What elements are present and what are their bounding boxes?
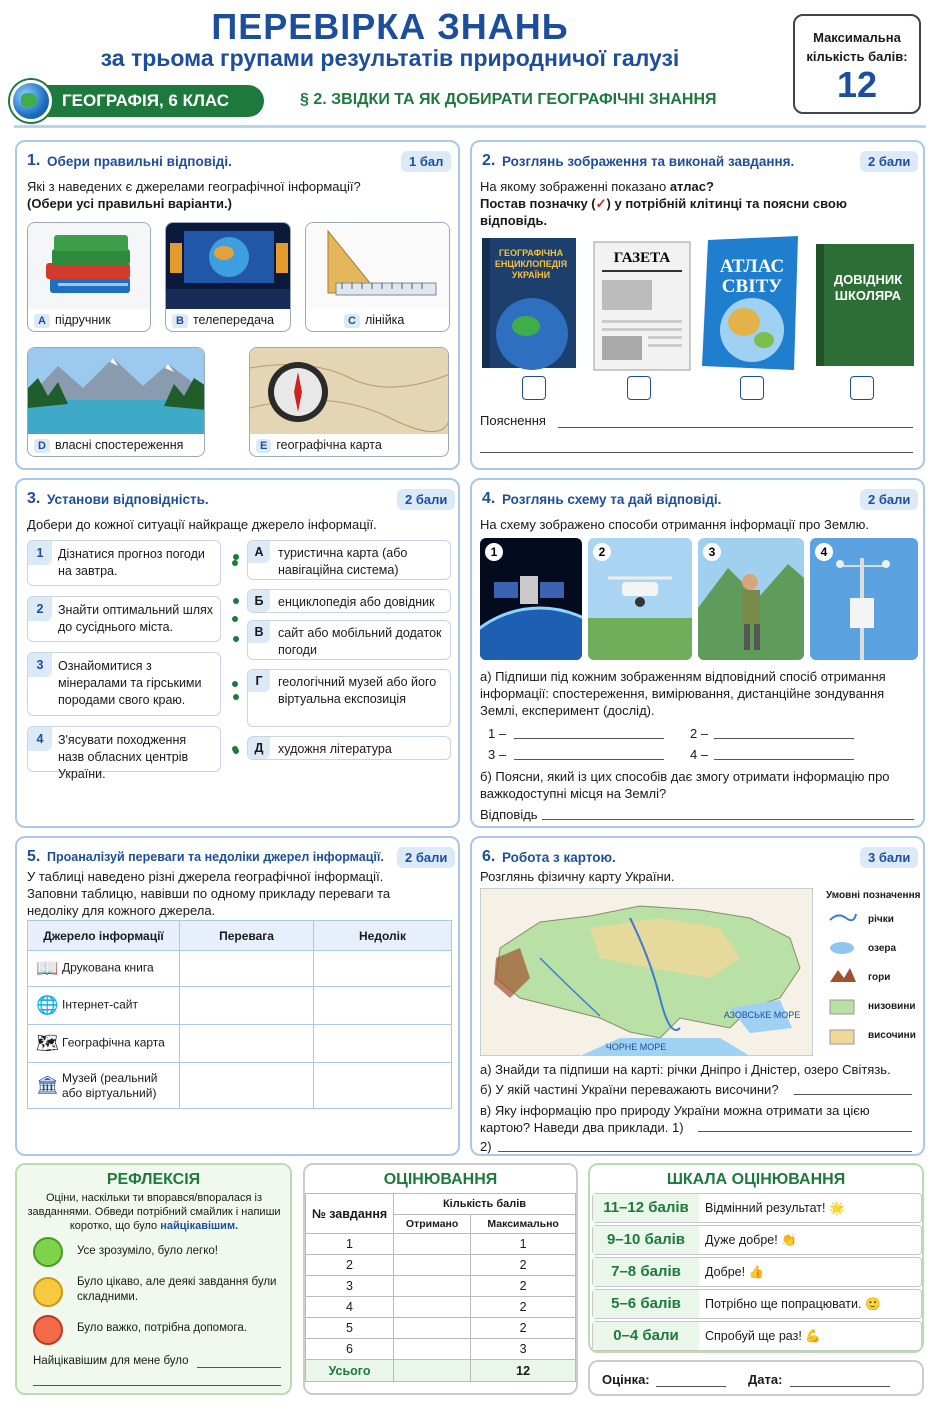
source-d: Г геологічний музей або його віртуальна експозиція (247, 669, 451, 727)
situation-1: 1 Дізнатися прогноз погоди на завтра. (27, 540, 221, 586)
museum-icon: 🏛 (36, 1075, 59, 1095)
got-cell[interactable] (394, 1234, 471, 1255)
option-c-ruler[interactable] (305, 222, 450, 332)
azov-sea-label: АЗОВСЬКЕ МОРЕ (723, 1010, 801, 1020)
checkbox-encyclopedia[interactable] (522, 376, 546, 400)
total-row: Усього 12 (306, 1360, 576, 1382)
scale-text: Спробуй ще раз! 💪 (705, 1329, 821, 1343)
option-e-map[interactable] (249, 347, 449, 457)
option-e-caption: E географічна карта (256, 438, 382, 453)
task-6-b-line[interactable] (794, 1094, 912, 1095)
lake-icon (830, 942, 854, 954)
task-6-c2-line[interactable] (498, 1151, 912, 1152)
task-3-instruction: Добери до кожної ситуації найкраще джерело інформації. (27, 517, 377, 532)
reflection-intro: Оціни, наскільки ти впорався/впоралася із завданнями. Обведи потрібний смайлик і напиши коротко, що було найцікавішим. (27, 1192, 281, 1232)
scale-text: Відмінний результат! 🌟 (705, 1201, 845, 1215)
page-subtitle: за трьома групами результатів природничої галузі (100, 45, 680, 71)
encyclopedia-book (482, 234, 582, 374)
sources-table (27, 920, 452, 1109)
tv-studio-image (166, 223, 291, 309)
task-1-hint: (Обери усі правильні варіанти.) (27, 196, 232, 211)
option-d-observations[interactable] (27, 347, 205, 457)
option-c-caption: C лінійка (344, 313, 404, 328)
atlas-title: АТЛАС СВІТУ (719, 256, 785, 297)
blank-1-label: 1 – (488, 726, 507, 741)
task-4-intro: На схему зображено способи отримання інформації про Землю. (480, 517, 869, 532)
disadvantage-cell[interactable] (314, 1063, 452, 1109)
task-2-card (470, 140, 925, 470)
task-5-card (15, 836, 460, 1156)
map-icon: 🗺 (36, 1033, 59, 1053)
match-dot-a[interactable] (233, 554, 239, 560)
scale-row-1: 11–12 балів Відмінний результат! 🌟 (592, 1193, 922, 1223)
explain-line-2[interactable] (480, 452, 913, 453)
book-icon: 📖 (36, 958, 59, 978)
photo-weather-station: 4 (810, 538, 918, 660)
table-row: 🏛 Музей (реальний або віртуальний) (28, 1063, 452, 1109)
task-4-title: Розглянь схему та дай відповіді. (502, 492, 722, 507)
scoring-table (305, 1193, 576, 1382)
blank-4-label: 4 – (690, 747, 709, 762)
reflection-option-3: Було важко, потрібна допомога. (77, 1322, 247, 1334)
disadvantage-cell[interactable] (314, 987, 452, 1025)
got-cell[interactable] (394, 1297, 471, 1318)
encyclopedia-title: ГЕОГРАФІЧНА ЕНЦИКЛОПЕДІЯ УКРАЇНИ (494, 248, 568, 280)
lake-mountains-image (28, 348, 205, 434)
legend-symbols (828, 910, 858, 1060)
checkbox-newspaper[interactable] (627, 376, 651, 400)
col-max: Максимально (471, 1215, 576, 1234)
reflection-option-2: Було цікаво, але деякі завдання були складними. (77, 1276, 277, 1303)
task-1-question: Які з наведених є джерелами географічної інформації? (27, 179, 361, 194)
task-1-number: 1. (27, 152, 41, 169)
newspaper-title: ГАЗЕТА (613, 250, 671, 266)
lowland-swatch (830, 1000, 854, 1014)
blank-2-line[interactable] (714, 738, 854, 739)
atlas-book (698, 234, 804, 374)
match-dot-2[interactable] (232, 616, 238, 622)
task-6-points: 3 бали (860, 847, 918, 868)
advantage-cell[interactable] (180, 951, 314, 987)
legend-mountains: гори (868, 972, 891, 983)
col-points: Кількість балів (394, 1194, 576, 1215)
col-disadvantage: Недолік (314, 921, 452, 951)
upland-swatch (830, 1030, 854, 1044)
reflection-line-2[interactable] (33, 1385, 281, 1386)
legend-lowlands: низовини (868, 1001, 916, 1012)
happy-smiley-icon[interactable] (33, 1237, 63, 1267)
newspaper (592, 240, 692, 372)
scoring-title: ОЦІНЮВАННЯ (383, 1171, 498, 1188)
scale-text: Потрібно ще попрацювати. 🙂 (705, 1297, 881, 1311)
task-6-c: в) Яку інформацію про природу України можна отримати за цією картою? Наведи два приклади. 1) (480, 1103, 870, 1135)
scale-text: Добре! 👍 (705, 1265, 765, 1279)
date-label: Дата: (748, 1372, 783, 1387)
task-1-points: 1 бал (401, 151, 451, 172)
table-row: 🌐 Інтернет-сайт (28, 987, 452, 1025)
task-6-card (470, 836, 925, 1156)
reflection-card (15, 1163, 292, 1395)
table-row: 📖 Друкована книга (28, 951, 452, 987)
task-6-intro: Розглянь фізичну карту України. (480, 869, 675, 884)
max-points-box (793, 14, 921, 114)
task-6-title: Робота з картою. (502, 850, 616, 865)
explain-label: Пояснення (480, 413, 546, 428)
got-cell[interactable] (394, 1318, 471, 1339)
task-2-title: Розглянь зображення та виконай завдання. (502, 154, 795, 169)
legend-rivers: річки (868, 914, 894, 925)
muscle-icon: 💪 (805, 1329, 821, 1343)
table-row: 🗺 Географічна карта (28, 1025, 452, 1063)
task-2-number: 2. (482, 152, 496, 169)
legend-title: Умовні позначення (826, 890, 921, 901)
answer-label: Відповідь (480, 807, 538, 822)
ukraine-map[interactable] (480, 888, 813, 1056)
source-c: В сайт або мобільний додаток погоди (247, 620, 451, 660)
max-points-value: 12 (836, 64, 878, 105)
date-line[interactable] (790, 1386, 890, 1387)
max-points-label: Максимальна кількість балів: (806, 30, 908, 64)
mountain-icon (830, 968, 856, 982)
checkbox-handbook[interactable] (850, 376, 874, 400)
task-5-title: Проаналізуй переваги та недоліки джерел інформації. (47, 850, 384, 864)
col-task: № завдання (306, 1194, 394, 1234)
table-row: 6 3 (306, 1339, 576, 1360)
source-a: А туристична карта (або навігаційна система) (247, 540, 451, 580)
scoring-card (303, 1163, 578, 1395)
advantage-cell[interactable] (180, 987, 314, 1025)
task-6-b: б) У якій частині України переважають височини? (480, 1082, 779, 1097)
textbooks-image (28, 223, 151, 309)
task-5-number: 5. (27, 848, 41, 865)
scale-title: ШКАЛА ОЦІНЮВАННЯ (666, 1171, 846, 1188)
answer-line[interactable] (542, 819, 914, 820)
task-4-b: б) Поясни, який із цих способів дає змогу отримати інформацію про важкодоступні місця на Землі? (480, 769, 890, 801)
col-source: Джерело інформації (28, 921, 180, 951)
option-b-tv[interactable] (165, 222, 291, 332)
photo-hiker: 3 (698, 538, 804, 660)
option-a-caption: A підручник (34, 313, 111, 328)
task-3-card (15, 478, 460, 828)
task-2-instruction: Постав позначку (✓) у потрібній клітинці та поясни свою відповідь. (480, 196, 847, 228)
table-row: 2 2 (306, 1255, 576, 1276)
task-1-card (15, 140, 460, 470)
match-dot-b[interactable] (233, 598, 239, 604)
got-cell[interactable] (394, 1339, 471, 1360)
task-4-number: 4. (482, 490, 496, 507)
task-6-c2: 2) (480, 1139, 492, 1154)
total-got-cell[interactable] (394, 1360, 471, 1382)
header-divider (14, 125, 926, 128)
handbook-book (816, 240, 918, 370)
option-d-caption: D власні спостереження (34, 438, 183, 453)
compass-map-image (250, 348, 449, 434)
smile-icon: 🙂 (864, 1297, 881, 1311)
grade-line[interactable] (656, 1386, 726, 1387)
grade-banner: ГЕОГРАФІЯ, 6 КЛАС (14, 85, 264, 117)
match-dot-d[interactable] (233, 694, 239, 700)
task-3-title: Установи відповідність. (47, 492, 209, 507)
reflection-option-1: Усе зрозуміло, було легко! (77, 1245, 218, 1257)
task-1-title: Обери правильні відповіді. (47, 154, 232, 169)
option-a-textbook[interactable] (27, 222, 151, 332)
task-5-intro: У таблиці наведено різні джерела географічної інформації. Заповни таблицю, навівши по одному прикладу переваги та недоліку для кожного джерела. (27, 869, 391, 918)
neutral-smiley-icon[interactable] (33, 1277, 63, 1307)
blank-2-label: 2 – (690, 726, 709, 741)
disadvantage-cell[interactable] (314, 951, 452, 987)
scale-row-3: 7–8 балів Добре! 👍 (592, 1257, 922, 1287)
legend-lakes: озера (868, 943, 897, 954)
task-5-points: 2 бали (397, 847, 455, 868)
source-b: Б енциклопедія або довідник (247, 589, 451, 613)
reflection-title: РЕФЛЕКСІЯ (106, 1171, 201, 1188)
blank-4-line[interactable] (714, 759, 854, 760)
situation-3: 3 Ознайомитися з мінералами та гірськими породами свого краю. (27, 652, 221, 716)
match-dot-e[interactable] (233, 748, 239, 754)
explain-line-1[interactable] (558, 427, 913, 428)
checkbox-atlas[interactable] (740, 376, 764, 400)
task-4-points: 2 бали (860, 489, 918, 510)
grade-date-card (588, 1360, 924, 1396)
section-title: § 2. ЗВІДКИ ТА ЯК ДОБИРАТИ ГЕОГРАФІЧНІ ЗНАННЯ (300, 91, 717, 108)
photo-drone: 2 (588, 538, 692, 660)
reflection-footer: Найцікавішим для мене було (33, 1355, 189, 1367)
handbook-title: ДОВІДНИК ШКОЛЯРА (833, 272, 903, 303)
match-dot-1[interactable] (232, 560, 238, 566)
source-e: Д художня література (247, 736, 451, 760)
blank-1-line[interactable] (514, 738, 664, 739)
task-6-number: 6. (482, 848, 496, 865)
thumbs-up-icon: 👍 (748, 1265, 765, 1279)
task-4-card (470, 478, 925, 828)
scale-row-2: 9–10 балів Дуже добре! 👏 (592, 1225, 922, 1255)
table-row: 4 2 (306, 1297, 576, 1318)
disadvantage-cell[interactable] (314, 1025, 452, 1063)
task-3-points: 2 бали (397, 489, 455, 510)
photo-satellite: 1 (480, 538, 582, 660)
table-row: 3 2 (306, 1276, 576, 1297)
blank-3-line[interactable] (514, 759, 664, 760)
scale-text: Дуже добре! 👏 (705, 1233, 797, 1247)
got-cell[interactable] (394, 1276, 471, 1297)
scale-row-4: 5–6 балів Потрібно ще попрацювати. 🙂 (592, 1289, 922, 1319)
clap-icon: 👏 (781, 1233, 797, 1247)
situation-2: 2 Знайти оптимальний шлях до сусіднього міста. (27, 596, 221, 642)
got-cell[interactable] (394, 1255, 471, 1276)
legend-uplands: височини (868, 1030, 916, 1041)
col-got: Отримано (394, 1215, 471, 1234)
option-b-caption: B телепередача (172, 313, 274, 328)
match-dot-3[interactable] (232, 681, 238, 687)
sad-smiley-icon[interactable] (33, 1315, 63, 1345)
page-title: ПЕРЕВІРКА ЗНАНЬ (211, 6, 569, 47)
scale-row-5: 0–4 бали Спробуй ще раз! 💪 (592, 1321, 922, 1351)
star-icon: 🌟 (829, 1201, 845, 1215)
reflection-line-1[interactable] (197, 1367, 281, 1368)
task-4-a: а) Підпиши під кожним зображенням відповідний спосіб отримання інформації: спостереження, вимірювання, дистанційне зондування Землі, експеримент (дослід). (480, 669, 886, 718)
task-2-points: 2 бали (860, 151, 918, 172)
task-2-question: На якому зображенні показано атлас? (480, 179, 714, 194)
table-row: 1 1 (306, 1234, 576, 1255)
river-icon (830, 914, 856, 920)
task-6-a: а) Знайди та підпиши на карті: річки Дніпро і Дністер, озеро Світязь. (480, 1062, 891, 1077)
ruler-image (306, 223, 450, 309)
grade-label: Оцінка: (602, 1372, 650, 1387)
advantage-cell[interactable] (180, 1025, 314, 1063)
advantage-cell[interactable] (180, 1063, 314, 1109)
task-3-number: 3. (27, 490, 41, 507)
globe-icon (10, 80, 52, 122)
col-advantage: Перевага (180, 921, 314, 951)
black-sea-label: ЧОРНЕ МОРЕ (605, 1042, 667, 1052)
match-dot-c[interactable] (233, 636, 239, 642)
table-row: 5 2 (306, 1318, 576, 1339)
task-6-c1-line[interactable] (698, 1131, 912, 1132)
situation-4: 4 З'ясувати походження назв обласних центрів України. (27, 726, 221, 772)
blank-3-label: 3 – (488, 747, 507, 762)
globe-icon: 🌐 (36, 995, 59, 1015)
